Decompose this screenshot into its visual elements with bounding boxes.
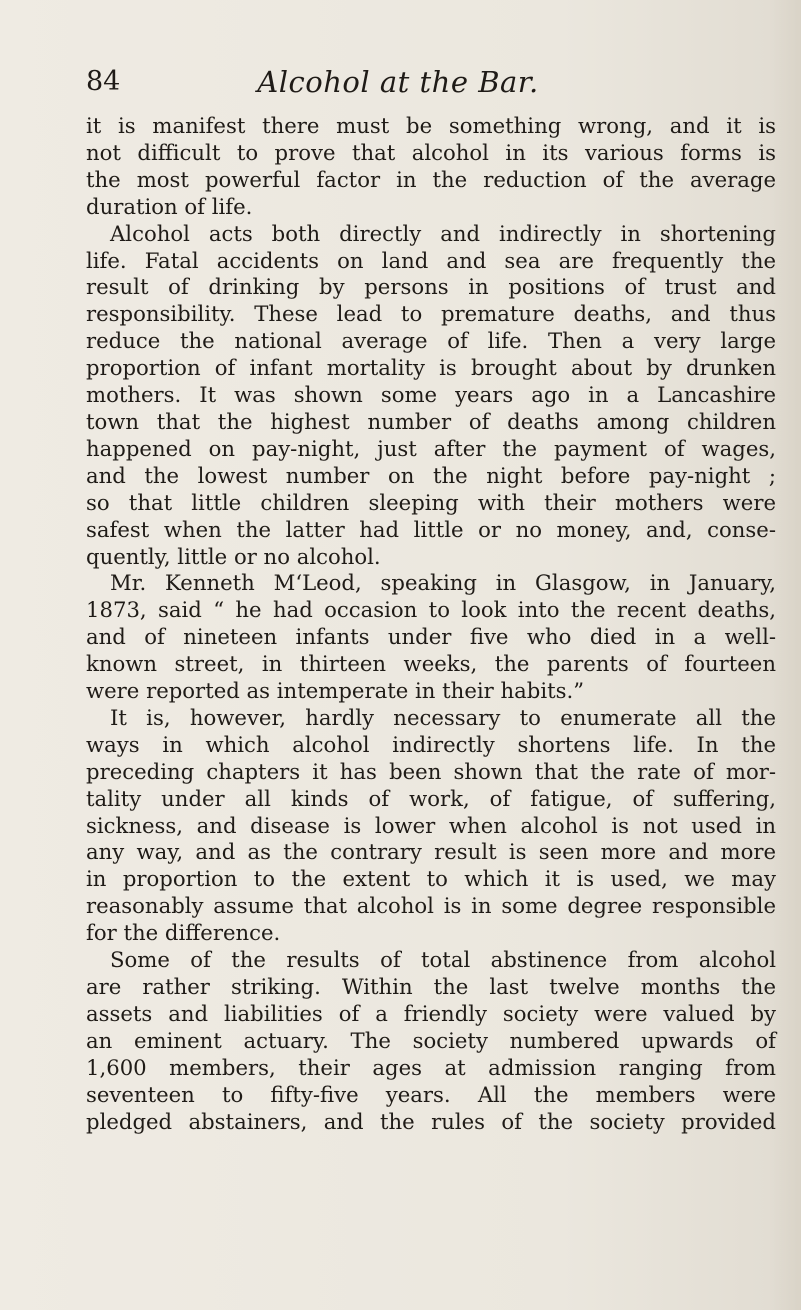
text-line: in proportion to the extent to which it is used, we may — [86, 866, 776, 892]
text-line: any way, and as the contrary result is seen more and more — [86, 839, 776, 865]
text-line: were reported as intemperate in their habits.” — [86, 678, 585, 704]
text-line: reasonably assume that alcohol is in some degree responsible — [86, 893, 776, 919]
text-line: seventeen to fifty-five years. All the members were — [86, 1081, 776, 1107]
text-line: town that the highest number of deaths among children — [86, 408, 776, 434]
text-line: safest when the latter had little or no money, and, conse- — [86, 516, 776, 542]
text-line: Mr. Kenneth M‘Leod, speaking in Glasgow, in January, — [110, 570, 776, 596]
text-line: and of nineteen infants under five who died in a well- — [86, 624, 776, 650]
text-line: the most powerful factor in the reduction of the average — [86, 166, 776, 192]
text-line: 1,600 members, their ages at admission ranging from — [86, 1054, 776, 1080]
text-line: proportion of infant mortality is brought about by drunken — [86, 355, 776, 381]
text-line: Some of the results of total abstinence from alcohol — [110, 947, 776, 973]
text-line: result of drinking by persons in positions of trust and — [86, 274, 776, 300]
page-header — [86, 62, 710, 102]
text-line: so that little children sleeping with their mothers were — [86, 489, 776, 515]
text-line: it is manifest there must be something wrong, and it is — [86, 113, 776, 138]
text-line: 1873, said “ he had occasion to look into the recent deaths, — [86, 597, 776, 623]
text-line: ways in which alcohol indirectly shortens life. In the — [86, 731, 776, 757]
body-text — [86, 113, 776, 1135]
text-line: quently, little or no alcohol. — [86, 543, 381, 569]
running-title: Alcohol at the Bar. — [257, 65, 539, 99]
text-line: are rather striking. Within the last twelve months the — [86, 974, 776, 999]
text-line: reduce the national average of life. Then a very large — [86, 328, 776, 354]
text-line: duration of life. — [86, 193, 253, 219]
text-line: sickness, and disease is lower when alcohol is not used in — [86, 812, 776, 838]
text-line: responsibility. These lead to premature deaths, and thus — [86, 301, 776, 327]
text-line: not difficult to prove that alcohol in its various forms is — [86, 139, 776, 165]
text-line: pledged abstainers, and the rules of the society provided — [86, 1108, 776, 1134]
text-line: for the difference. — [86, 920, 281, 946]
text-line: an eminent actuary. The society numbered upwards of — [86, 1027, 776, 1053]
page-number: 84 — [86, 66, 121, 97]
text-line: mothers. It was shown some years ago in a Lancashire — [86, 382, 776, 408]
text-line: assets and liabilities of a friendly society were valued by — [86, 1000, 776, 1026]
text-line: life. Fatal accidents on land and sea are frequently the — [86, 247, 776, 273]
text-line: and the lowest number on the night before pay-night ; — [86, 462, 776, 488]
text-line: happened on pay-night, just after the payment of wages, — [86, 435, 776, 461]
text-line: It is, however, hardly necessary to enumerate all the — [110, 704, 776, 730]
text-line: preceding chapters it has been shown that the rate of mor- — [86, 758, 776, 784]
text-line: known street, in thirteen weeks, the parents of fourteen — [86, 651, 776, 677]
text-line: tality under all kinds of work, of fatigue, of suffering, — [86, 785, 776, 811]
text-line: Alcohol acts both directly and indirectly in shortening — [110, 220, 776, 246]
